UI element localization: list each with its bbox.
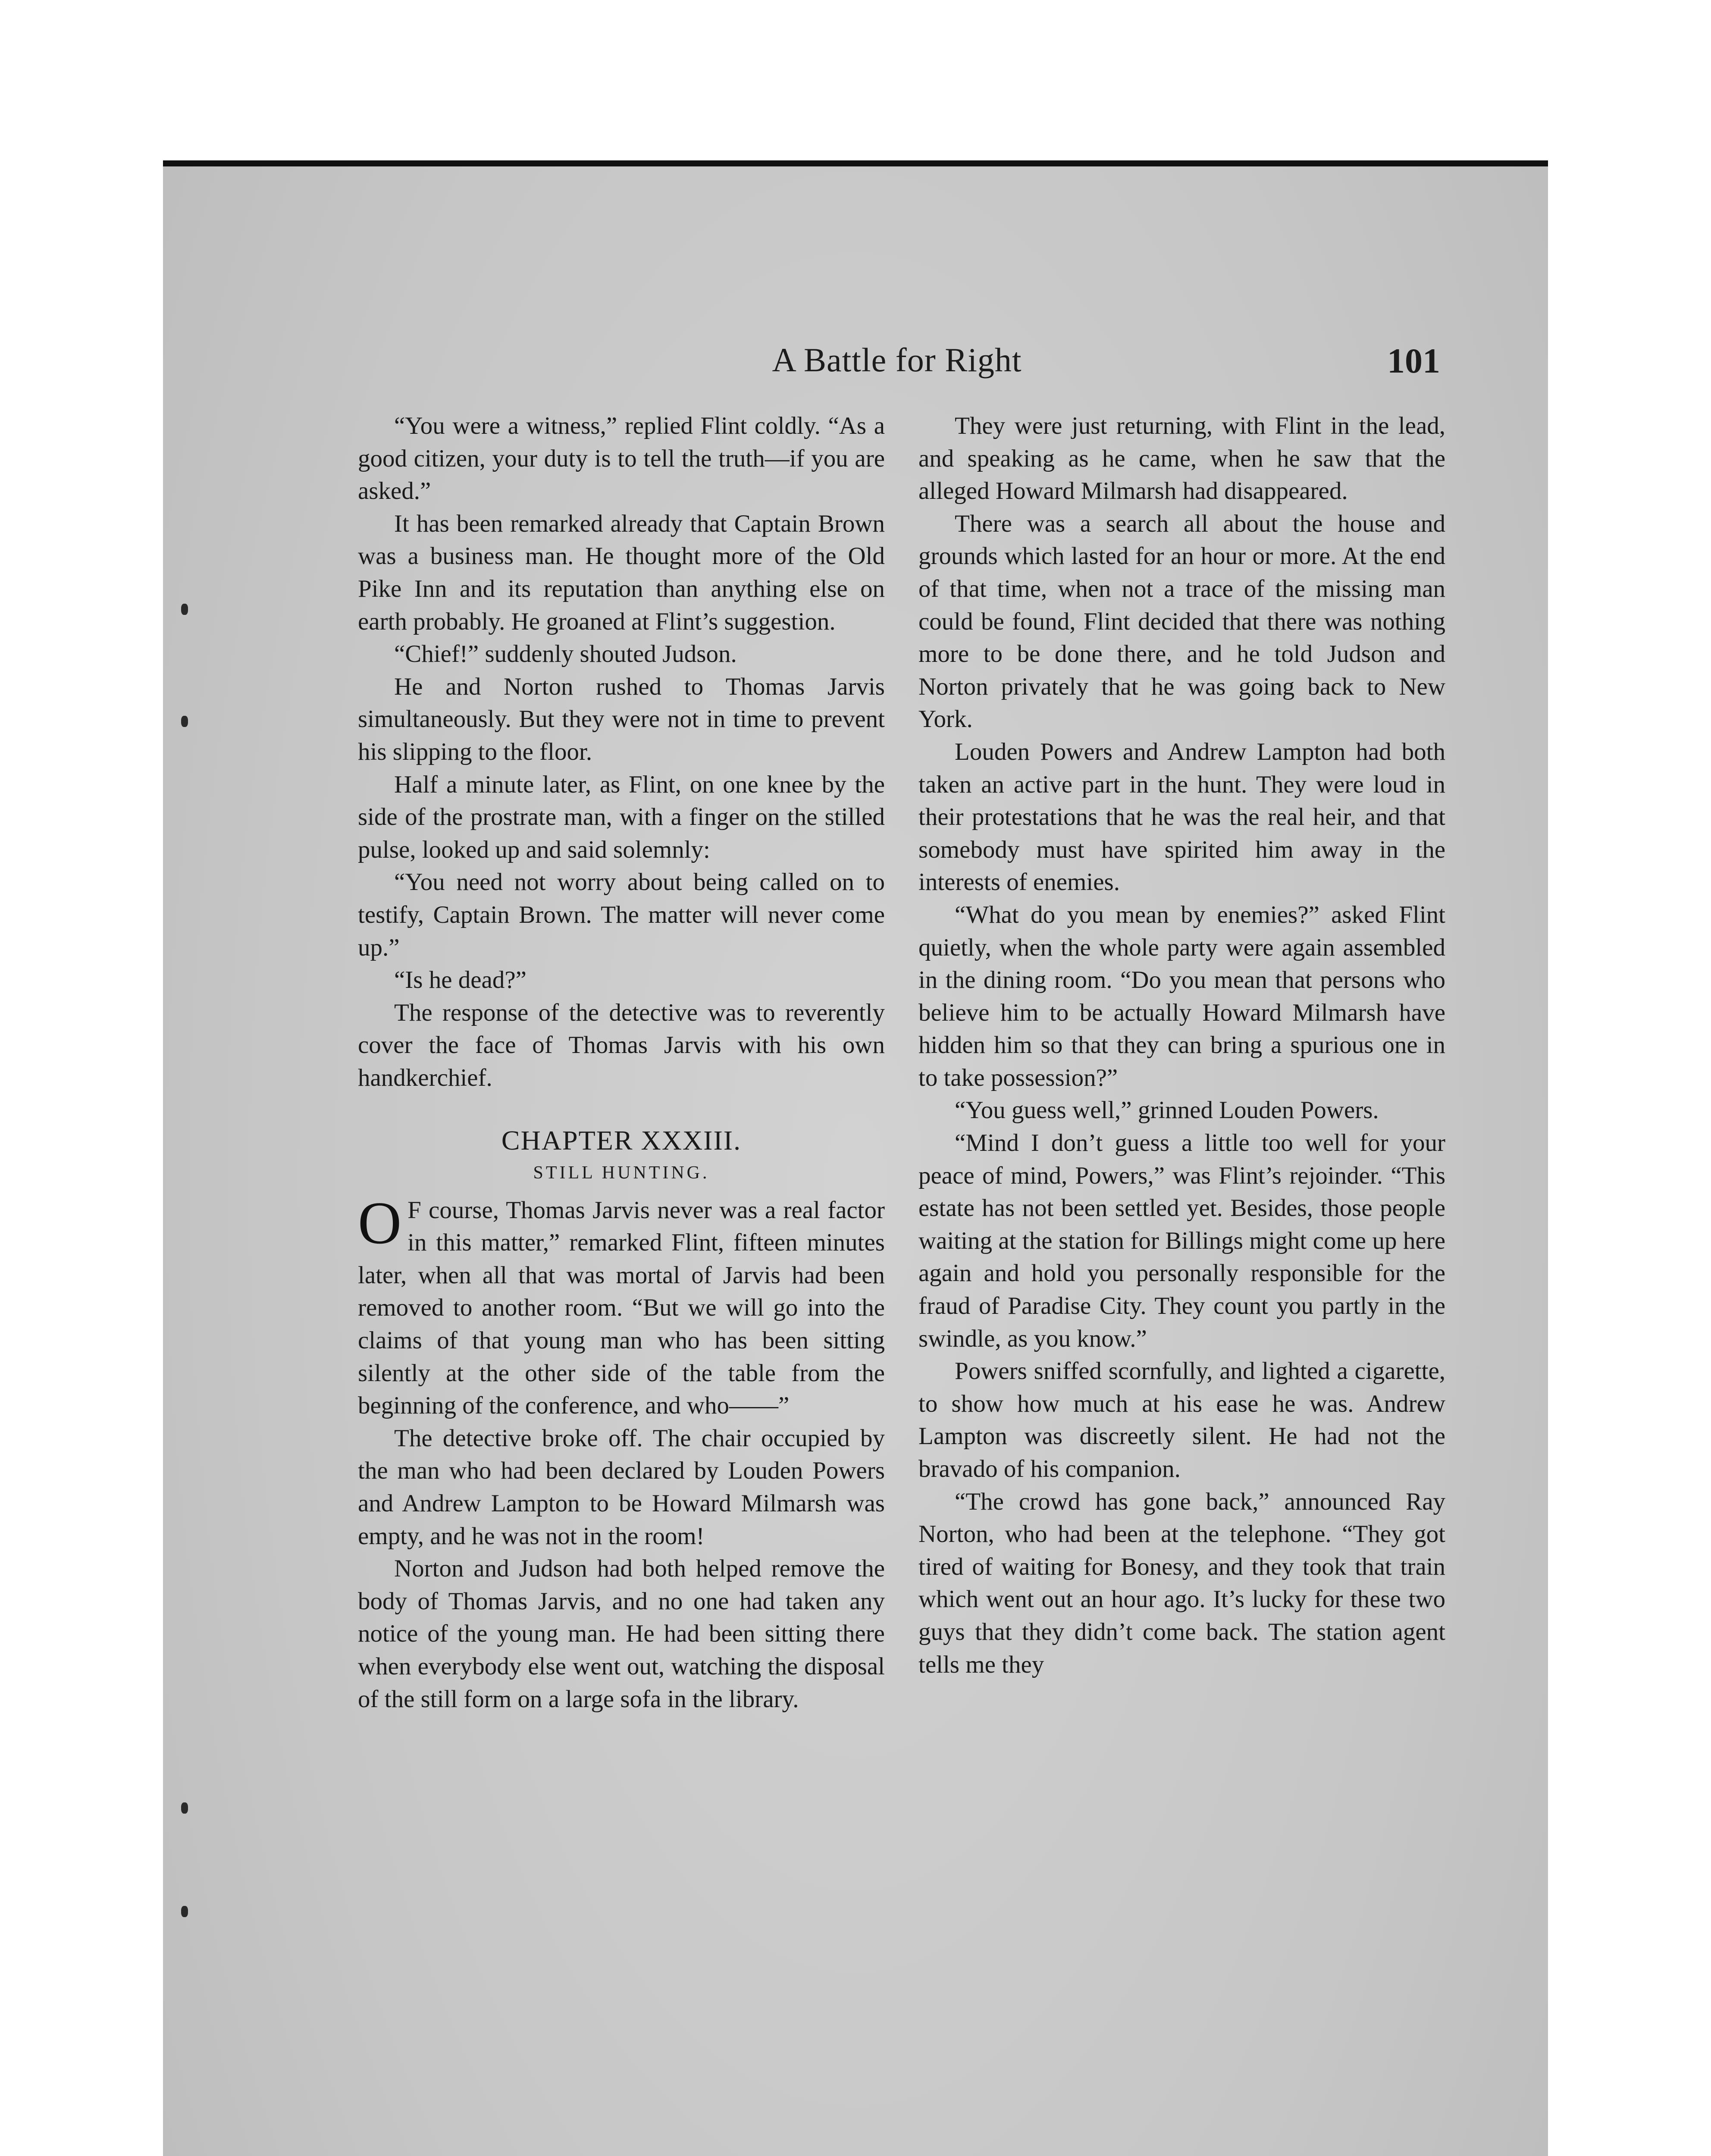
opening-paragraph [358, 1189, 885, 1422]
paragraph: “You need not worry about being called on to testify, Captain Brown. The matter will never come up.” [358, 868, 885, 961]
paragraph: He and Norton rushed to Thomas Jarvis simultaneously. But they were not in time to prevent his slipping to the floor. [358, 673, 885, 765]
paragraph: “You were a witness,” replied Flint coldly. “As a good citizen, your duty is to tell the truth—if you are asked.” [358, 412, 885, 505]
page-number: 101 [1387, 341, 1440, 380]
chapter-heading: CHAPTER XXXIII. [501, 1125, 742, 1156]
binding-hole [181, 716, 188, 727]
paragraph: Powers sniffed scornfully, and lighted a cigarette, to show how much at his ease he was. Andrew Lampton was discreetly silent. He had not the bravado of his companion. [918, 1357, 1445, 1482]
paragraph: “What do you mean by enemies?” asked Flint quietly, when the whole party were again assembled in the dining room. “Do you mean that persons who believe him to be actually Howard Milmarsh have hidden him so that they can bring a spurious one in to take possession?” [918, 901, 1445, 1091]
paragraph: Half a minute later, as Flint, on one knee by the side of the prostrate man, with a finger on the stilled pulse, looked up and said solemnly: [358, 771, 885, 863]
paragraph: “The crowd has gone back,” announced Ray Norton, who had been at the telephone. “They got tired of waiting for Bonesy, and they took that train which went out an hour ago. It’s lucky for these two guys that they didn’t come back. The station agent tells me they [918, 1488, 1445, 1678]
right-column [918, 410, 1445, 1681]
paragraph: “Chief!” suddenly shouted Judson. [394, 640, 737, 668]
drop-cap: O [358, 1189, 402, 1257]
binding-hole [181, 1906, 188, 1917]
chapter-subtitle: STILL HUNTING. [533, 1163, 710, 1183]
left-column [358, 410, 885, 1715]
opening-paragraph-text: F course, Thomas Jarvis never was a real factor in this matter,” remarked Flint, fifteen minutes later, when all that was mortal of Jarvis had been removed to another room. “But we will go into the claims of that young man who has been sitting silently at the other side of the table from the beginning of the conference, and who——” [358, 1196, 885, 1420]
paragraph: There was a search all about the house and grounds which lasted for an hour or more. At the end of that time, when not a trace of the missing man could be found, Flint decided that there was nothing more to be done there, and he told Judson and Norton privately that he was going back to New York. [918, 510, 1445, 733]
paragraph: It has been remarked already that Captain Brown was a business man. He thought more of the Old Pike Inn and its reputation than anything else on earth probably. He groaned at Flint’s suggestion. [358, 510, 885, 635]
page-header [354, 341, 1440, 388]
running-title: A Battle for Right [772, 341, 1022, 379]
paragraph: “Mind I don’t guess a little too well for your peace of mind, Powers,” was Flint’s rejoinder. “This estate has not been settled yet. Besides, those people waiting at the station for Billings might come up here again and hold you personally responsible for the fraud of Paradise City. They count you partly in the swindle, as you know.” [918, 1129, 1445, 1352]
paragraph: The detective broke off. The chair occupied by the man who had been declared by Louden Powers and Andrew Lampton to be Howard Milmarsh was empty, and he was not in the room! [358, 1424, 885, 1550]
paragraph: Norton and Judson had both helped remove the body of Thomas Jarvis, and no one had taken any notice of the young man. He had been sitting there when everybody else went out, watching the disposal of the still form on a large sofa in the library. [358, 1555, 885, 1713]
binding-hole [181, 1802, 188, 1814]
paragraph: The response of the detective was to reverently cover the face of Thomas Jarvis with his own handkerchief. [358, 999, 885, 1091]
binding-hole [181, 604, 188, 615]
paragraph: They were just returning, with Flint in the lead, and speaking as he came, when he saw that the alleged Howard Milmarsh had disappeared. [918, 412, 1445, 505]
paragraph: “You guess well,” grinned Louden Powers. [955, 1097, 1379, 1124]
paragraph: Louden Powers and Andrew Lampton had both taken an active part in the hunt. They were loud in their protestations that he was the real heir, and that somebody must have spirited him away in the interests of enemies. [918, 738, 1445, 896]
paragraph: “Is he dead?” [394, 966, 526, 994]
